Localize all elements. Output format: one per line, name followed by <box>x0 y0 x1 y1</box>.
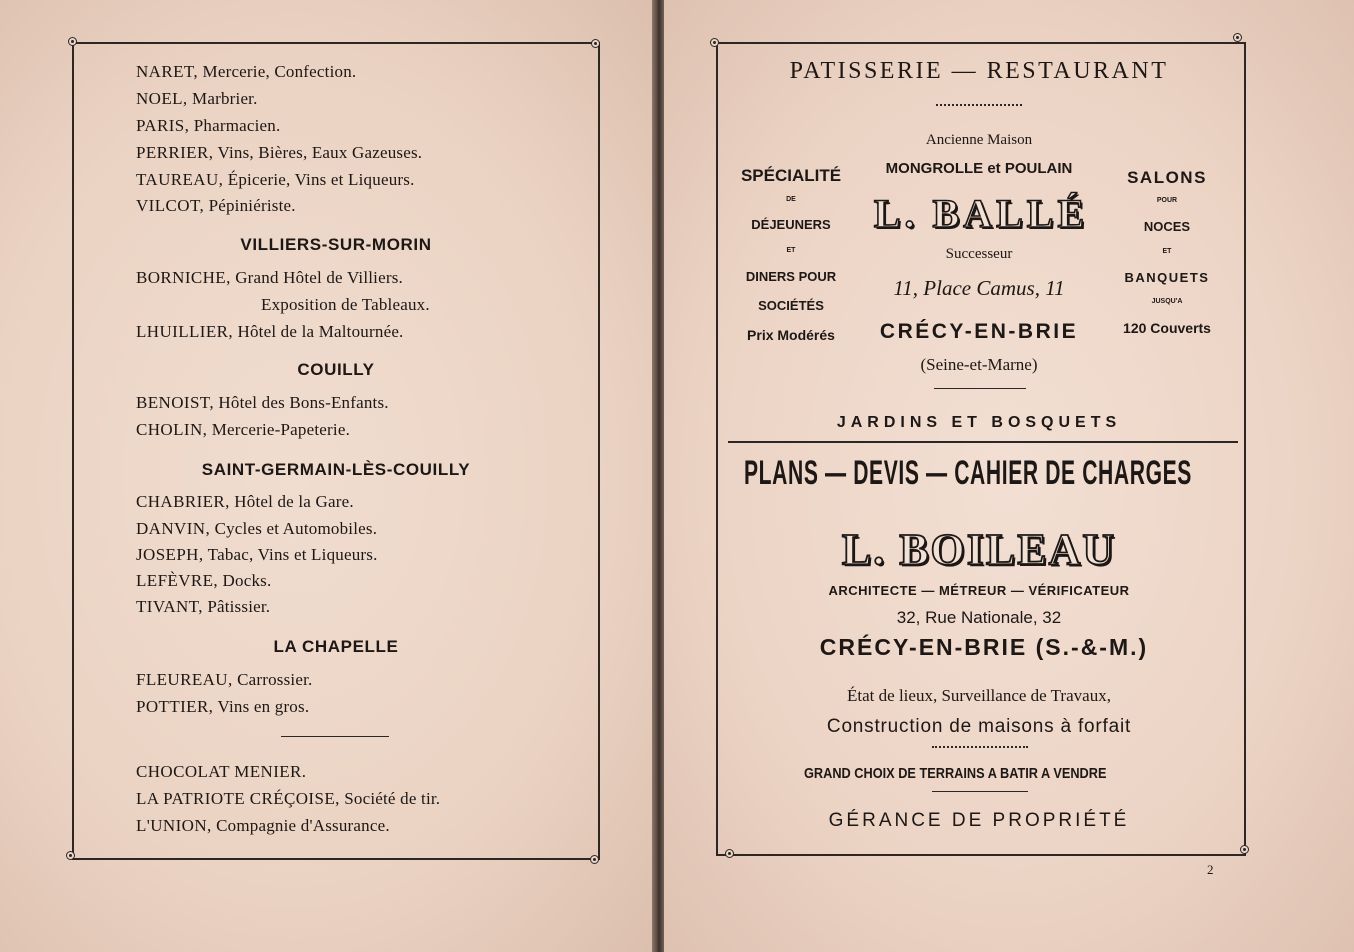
left-col-line: SOCIÉTÉS <box>758 298 824 313</box>
right-col-line: NOCES <box>1143 219 1191 234</box>
directory-entry: TIVANT, Pâtissier. <box>136 597 271 616</box>
directory-entry: CHOCOLAT MENIER. <box>136 762 307 781</box>
directory-entry: CHABRIER, Hôtel de la Gare. <box>136 492 354 511</box>
directory-entry: LA PATRIOTE CRÉÇOISE, Société de tir. <box>136 789 441 808</box>
corner-ornament <box>68 37 77 46</box>
left-col-line: DINERS POUR <box>745 269 837 284</box>
ornament-wave <box>936 100 1022 106</box>
left-col-line: Prix Modérés <box>747 327 835 343</box>
ad2-services-1: État de lieux, Surveillance de Travaux, <box>847 686 1111 705</box>
directory-entry: NOEL, Marbrier. <box>136 89 258 108</box>
successor-label: Successeur <box>945 246 1013 262</box>
directory-entry: CHOLIN, Mercerie-Papeterie. <box>136 420 351 439</box>
right-col-line: ET <box>1162 248 1172 255</box>
left-page <box>0 0 652 952</box>
corner-ornament <box>590 855 599 864</box>
divider <box>934 388 1026 389</box>
ad2-title: PLANS — DEVIS — CAHIER DE CHARGES <box>744 454 1192 492</box>
right-col-line: 120 Couverts <box>1123 320 1211 336</box>
ad2-town: CRÉCY-EN-BRIE (S.-&-M.) <box>819 634 1149 660</box>
former-label: Ancienne Maison <box>925 132 1033 148</box>
corner-ornament <box>1240 845 1249 854</box>
left-col-line: DE <box>786 196 796 203</box>
section-heading: VILLIERS-SUR-MORIN <box>240 235 432 254</box>
section-heading: LA CHAPELLE <box>273 637 399 656</box>
left-col-line: DÉJEUNERS <box>751 217 831 232</box>
former-names: MONGROLLE et POULAIN <box>885 160 1073 177</box>
directory-entry: NARET, Mercerie, Confection. <box>136 62 357 81</box>
corner-ornament <box>66 851 75 860</box>
directory-entry: L'UNION, Compagnie d'Assurance. <box>136 816 390 835</box>
right-col-line: JUSQU'A <box>1151 298 1183 305</box>
section-heading: SAINT-GERMAIN-LÈS-COUILLY <box>201 460 471 479</box>
left-col-line: SPÉCIALITÉ <box>740 166 842 185</box>
directory-entry: LEFÈVRE, Docks. <box>136 571 272 590</box>
right-col-line: SALONS <box>1127 168 1207 187</box>
directory-entry: VILCOT, Pépiniériste. <box>136 196 296 215</box>
left-page-border <box>72 42 600 860</box>
corner-ornament <box>1233 33 1242 42</box>
left-col-line: ET <box>786 247 796 254</box>
directory-entry: DANVIN, Cycles et Automobiles. <box>136 519 378 538</box>
corner-ornament <box>591 39 600 48</box>
page-number: 2 <box>1207 862 1214 877</box>
corner-ornament <box>725 849 734 858</box>
ad2-services-2: Construction de maisons à forfait <box>826 716 1132 737</box>
right-col-line: BANQUETS <box>1124 270 1210 285</box>
directory-entry: BENOIST, Hôtel des Bons-Enfants. <box>136 393 389 412</box>
corner-ornament <box>710 38 719 47</box>
right-page <box>664 0 1354 952</box>
directory-entry: POTTIER, Vins en gros. <box>136 697 310 716</box>
owner-name: L. BALLÉ <box>873 191 1089 236</box>
ad2-address: 32, Rue Nationale, 32 <box>896 608 1062 627</box>
ad1-address: 11, Place Camus, 11 <box>893 276 1065 300</box>
ad2-footer: GÉRANCE DE PROPRIÉTÉ <box>828 810 1130 831</box>
directory-entry: JOSEPH, Tabac, Vins et Liqueurs. <box>136 545 378 564</box>
divider <box>281 736 389 737</box>
ad1-footer: JARDINS ET BOSQUETS <box>836 414 1122 431</box>
ornament-wave <box>932 742 1028 748</box>
section-heading: COUILLY <box>297 360 375 379</box>
directory-entry: BORNICHE, Grand Hôtel de Villiers. <box>136 268 403 287</box>
ad-separator <box>728 441 1238 443</box>
divider <box>932 791 1028 792</box>
ad2-owner: L. BOILEAU <box>841 525 1117 574</box>
ad1-dept: (Seine-et-Marne) <box>920 355 1038 374</box>
ad1-title: PATISSERIE — RESTAURANT <box>789 58 1169 84</box>
ad2-land: GRAND CHOIX DE TERRAINS A BATIR A VENDRE <box>804 765 1107 782</box>
directory-entry: PERRIER, Vins, Bières, Eaux Gazeuses. <box>136 143 423 162</box>
directory-entry: Exposition de Tableaux. <box>261 295 430 314</box>
right-col-line: POUR <box>1156 197 1178 204</box>
directory-entry: TAUREAU, Épicerie, Vins et Liqueurs. <box>136 170 415 189</box>
directory-entry: PARIS, Pharmacien. <box>136 116 281 135</box>
ad1-town: CRÉCY-EN-BRIE <box>879 320 1079 343</box>
ad2-profession: ARCHITECTE — MÉTREUR — VÉRIFICATEUR <box>828 583 1130 598</box>
directory-entry: LHUILLIER, Hôtel de la Maltournée. <box>136 322 404 341</box>
directory-entry: FLEUREAU, Carrossier. <box>136 670 313 689</box>
